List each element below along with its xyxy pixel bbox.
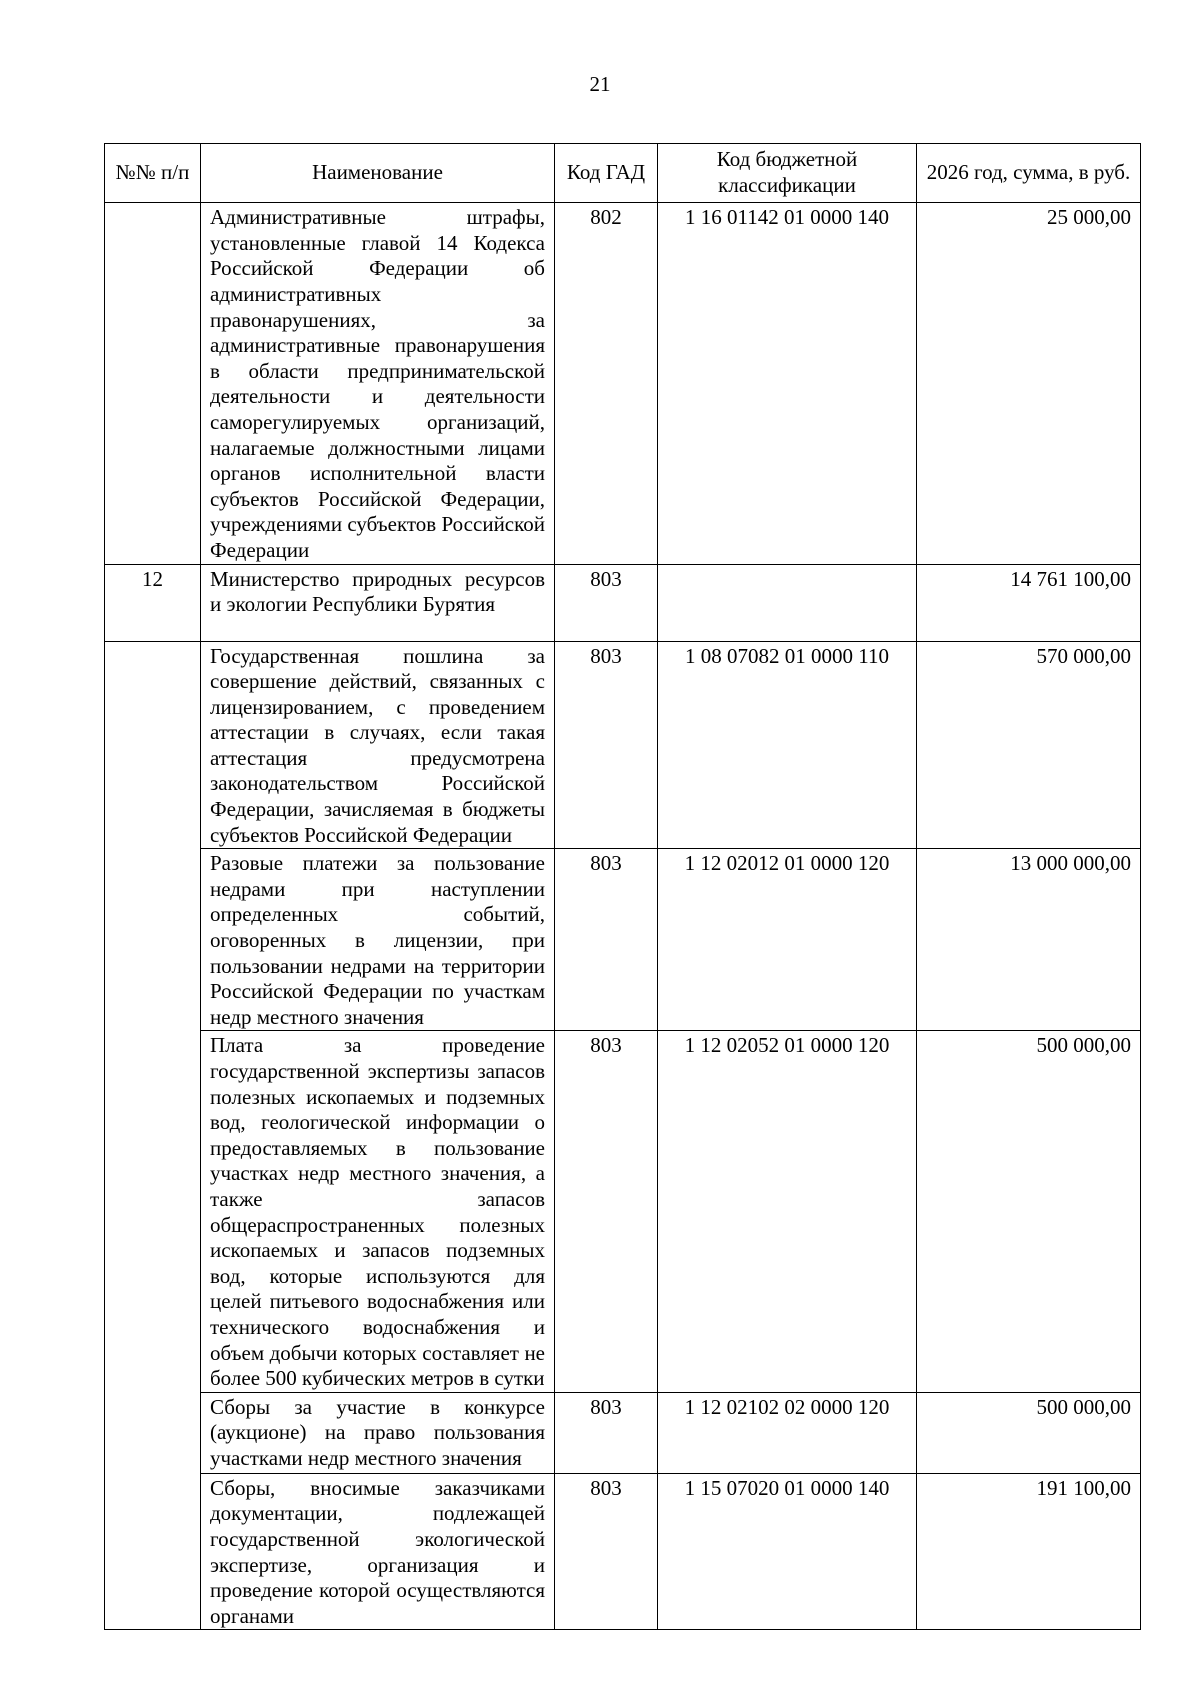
row-kbk: 1 12 02012 01 0000 120 xyxy=(658,849,917,1031)
header-kbk: Код бюджетной классификации xyxy=(658,144,917,203)
table-row xyxy=(105,1473,1141,1630)
row-num xyxy=(105,1392,201,1473)
row-name: Административные штрафы, установленные главой 14 Кодекса Российской Федерации об административных правонарушениях, за административные правонарушения в области предпринимательской деятельности и деятельности саморегулируемых организаций, налагаемые должностными лицами органов исполнительной власти субъектов Российской Федерации, учреждениями субъектов Российской Федерации xyxy=(201,203,555,564)
row-name: Сборы за участие в конкурсе (аукционе) на право пользования участками недр местного значения xyxy=(201,1392,555,1473)
row-gad: 803 xyxy=(555,641,658,849)
row-name: Министерство природных ресурсов и экологии Республики Бурятия xyxy=(201,564,555,641)
row-num: 12 xyxy=(105,564,201,641)
row-kbk: 1 12 02052 01 0000 120 xyxy=(658,1031,917,1392)
table-header-row xyxy=(105,144,1141,203)
header-sum: 2026 год, сумма, в руб. xyxy=(917,144,1141,203)
row-gad: 803 xyxy=(555,1473,658,1630)
table-row xyxy=(105,641,1141,849)
row-name: Государственная пошлина за совершение действий, связанных с лицензированием, с проведением аттестации в случаях, если такая аттестация предусмотрена законодательством Российской Федерации, зачисляемая в бюджеты субъектов Российской Федерации xyxy=(201,641,555,849)
row-sum: 570 000,00 xyxy=(917,641,1141,849)
row-num xyxy=(105,1473,201,1630)
row-num xyxy=(105,641,201,849)
row-gad: 802 xyxy=(555,203,658,564)
row-sum: 25 000,00 xyxy=(917,203,1141,564)
row-sum: 191 100,00 xyxy=(917,1473,1141,1630)
table-row xyxy=(105,203,1141,564)
page-number: 21 xyxy=(589,72,611,96)
row-gad: 803 xyxy=(555,849,658,1031)
row-sum: 500 000,00 xyxy=(917,1392,1141,1473)
row-num xyxy=(105,1031,201,1392)
row-name: Сборы, вносимые заказчиками документации, подлежащей государственной экологической экспертизе, организация и проведение которой осуществляются органами xyxy=(201,1473,555,1630)
row-sum: 14 761 100,00 xyxy=(917,564,1141,641)
row-name: Плата за проведение государственной экспертизы запасов полезных ископаемых и подземных вод, геологической информации о предоставляемых в пользование участках недр местного значения, а также запасов общераспространенных полезных ископаемых и запасов подземных вод, которые используются для целей питьевого водоснабжения или технического водоснабжения и объем добычи которых составляет не более 500 кубических метров в сутки xyxy=(201,1031,555,1392)
row-kbk xyxy=(658,564,917,641)
budget-table xyxy=(104,143,1141,1630)
header-num: №№ п/п xyxy=(105,144,201,203)
row-kbk: 1 12 02102 02 0000 120 xyxy=(658,1392,917,1473)
table-row xyxy=(105,1392,1141,1473)
row-kbk: 1 08 07082 01 0000 110 xyxy=(658,641,917,849)
table-row xyxy=(105,564,1141,641)
row-kbk: 1 15 07020 01 0000 140 xyxy=(658,1473,917,1630)
header-gad: Код ГАД xyxy=(555,144,658,203)
row-kbk: 1 16 01142 01 0000 140 xyxy=(658,203,917,564)
row-name: Разовые платежи за пользование недрами при наступлении определенных событий, оговоренных в лицензии, при пользовании недрами на территории Российской Федерации по участкам недр местного значения xyxy=(201,849,555,1031)
row-sum: 13 000 000,00 xyxy=(917,849,1141,1031)
table-row xyxy=(105,1031,1141,1392)
header-name: Наименование xyxy=(201,144,555,203)
row-sum: 500 000,00 xyxy=(917,1031,1141,1392)
row-gad: 803 xyxy=(555,1392,658,1473)
row-gad: 803 xyxy=(555,564,658,641)
row-num xyxy=(105,849,201,1031)
table-row xyxy=(105,849,1141,1031)
row-gad: 803 xyxy=(555,1031,658,1392)
row-num xyxy=(105,203,201,564)
